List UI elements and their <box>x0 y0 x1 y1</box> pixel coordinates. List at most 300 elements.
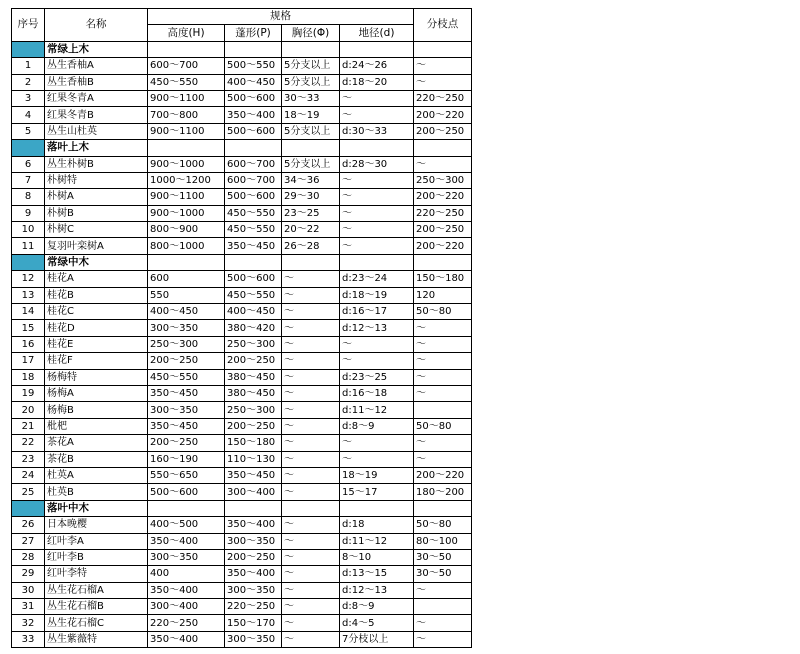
table-row <box>12 631 472 647</box>
section-empty-cell <box>148 140 225 156</box>
name-cell: 枇杷 <box>45 418 148 434</box>
table-row <box>12 320 472 336</box>
height-cell: 550 <box>148 287 225 303</box>
name-cell: 桂花B <box>45 287 148 303</box>
dbh-cell: ～ <box>282 353 340 369</box>
header-crown: 蓬形(P) <box>225 25 282 41</box>
index-cell: 14 <box>12 304 45 320</box>
header-ground-diameter: 地径(d) <box>340 25 414 41</box>
height-cell: 350～400 <box>148 582 225 598</box>
height-cell: 700～800 <box>148 107 225 123</box>
dbh-cell: ～ <box>282 631 340 647</box>
index-cell: 11 <box>12 238 45 254</box>
crown-cell: 350～400 <box>225 566 282 582</box>
dbh-cell: ～ <box>282 533 340 549</box>
height-cell: 400 <box>148 566 225 582</box>
index-cell: 6 <box>12 156 45 172</box>
dbh-cell: ～ <box>282 287 340 303</box>
section-empty-cell <box>340 254 414 270</box>
index-cell: 24 <box>12 467 45 483</box>
ground-diameter-cell: ～ <box>340 336 414 352</box>
name-cell: 茶花A <box>45 435 148 451</box>
name-cell: 红叶李特 <box>45 566 148 582</box>
branch-point-cell: 180～200 <box>414 484 472 500</box>
height-cell: 300～350 <box>148 320 225 336</box>
dbh-cell: ～ <box>282 615 340 631</box>
branch-point-cell: ～ <box>414 631 472 647</box>
section-empty-cell <box>340 41 414 57</box>
height-cell: 900～1100 <box>148 90 225 106</box>
table-row <box>12 353 472 369</box>
crown-cell: 250～300 <box>225 336 282 352</box>
index-cell: 13 <box>12 287 45 303</box>
branch-point-cell: 200～220 <box>414 467 472 483</box>
branch-point-cell: 220～250 <box>414 90 472 106</box>
ground-diameter-cell: d:16～17 <box>340 304 414 320</box>
section-empty-cell <box>340 140 414 156</box>
header-index: 序号 <box>12 9 45 42</box>
table-row <box>12 484 472 500</box>
table-row <box>12 304 472 320</box>
section-empty-cell <box>148 41 225 57</box>
crown-cell: 500～600 <box>225 90 282 106</box>
dbh-cell: ～ <box>282 599 340 615</box>
dbh-cell: ～ <box>282 402 340 418</box>
branch-point-cell: 200～220 <box>414 238 472 254</box>
branch-point-cell: ～ <box>414 435 472 451</box>
crown-cell: 350～400 <box>225 517 282 533</box>
branch-point-cell: 150～180 <box>414 271 472 287</box>
ground-diameter-cell: 15～17 <box>340 484 414 500</box>
dbh-cell: ～ <box>282 467 340 483</box>
crown-cell: 350～400 <box>225 107 282 123</box>
ground-diameter-cell: d:13～15 <box>340 566 414 582</box>
name-cell: 杨梅A <box>45 385 148 401</box>
section-empty-cell <box>414 41 472 57</box>
name-cell: 朴树C <box>45 222 148 238</box>
ground-diameter-cell: d:12～13 <box>340 320 414 336</box>
dbh-cell: 29～30 <box>282 189 340 205</box>
index-cell: 5 <box>12 123 45 139</box>
plant-spec-table <box>11 8 472 648</box>
table-row <box>12 369 472 385</box>
name-cell: 茶花B <box>45 451 148 467</box>
height-cell: 600 <box>148 271 225 287</box>
height-cell: 300～350 <box>148 402 225 418</box>
table-row <box>12 533 472 549</box>
branch-point-cell: 50～80 <box>414 517 472 533</box>
dbh-cell: 20～22 <box>282 222 340 238</box>
header-branch-point: 分枝点 <box>414 9 472 42</box>
crown-cell: 380～450 <box>225 369 282 385</box>
crown-cell: 200～250 <box>225 549 282 565</box>
branch-point-cell: ～ <box>414 156 472 172</box>
section-empty-cell <box>225 41 282 57</box>
ground-diameter-cell: ～ <box>340 451 414 467</box>
section-title: 常绿中木 <box>45 254 148 270</box>
ground-diameter-cell: d:18～19 <box>340 287 414 303</box>
ground-diameter-cell: d:30～33 <box>340 123 414 139</box>
table-row <box>12 172 472 188</box>
section-title: 常绿上木 <box>45 41 148 57</box>
section-title: 落叶上木 <box>45 140 148 156</box>
section-empty-cell <box>148 500 225 516</box>
dbh-cell: ～ <box>282 320 340 336</box>
index-cell: 23 <box>12 451 45 467</box>
dbh-cell: 18～19 <box>282 107 340 123</box>
crown-cell: 600～700 <box>225 156 282 172</box>
name-cell: 丛生紫薇特 <box>45 631 148 647</box>
crown-cell: 250～300 <box>225 402 282 418</box>
height-cell: 450～550 <box>148 369 225 385</box>
crown-cell: 300～350 <box>225 533 282 549</box>
ground-diameter-cell: d:11～12 <box>340 402 414 418</box>
crown-cell: 300～350 <box>225 582 282 598</box>
table-body <box>12 41 472 647</box>
table-row <box>12 336 472 352</box>
section-row <box>12 254 472 270</box>
crown-cell: 400～450 <box>225 304 282 320</box>
name-cell: 杨梅B <box>45 402 148 418</box>
dbh-cell: ～ <box>282 435 340 451</box>
ground-diameter-cell: ～ <box>340 205 414 221</box>
section-empty-cell <box>414 500 472 516</box>
branch-point-cell: 220～250 <box>414 205 472 221</box>
crown-cell: 450～550 <box>225 222 282 238</box>
index-cell: 29 <box>12 566 45 582</box>
branch-point-cell: ～ <box>414 74 472 90</box>
branch-point-cell: 30～50 <box>414 549 472 565</box>
branch-point-cell: 30～50 <box>414 566 472 582</box>
crown-cell: 380～450 <box>225 385 282 401</box>
index-cell: 2 <box>12 74 45 90</box>
index-cell: 9 <box>12 205 45 221</box>
section-empty-cell <box>340 500 414 516</box>
name-cell: 朴树特 <box>45 172 148 188</box>
branch-point-cell: 200～220 <box>414 107 472 123</box>
branch-point-cell: ～ <box>414 385 472 401</box>
ground-diameter-cell: d:12～13 <box>340 582 414 598</box>
index-cell: 25 <box>12 484 45 500</box>
ground-diameter-cell: d:8～9 <box>340 599 414 615</box>
section-empty-cell <box>282 500 340 516</box>
index-cell: 3 <box>12 90 45 106</box>
height-cell: 200～250 <box>148 353 225 369</box>
ground-diameter-cell: d:16～18 <box>340 385 414 401</box>
section-marker <box>12 254 45 270</box>
table-row <box>12 615 472 631</box>
height-cell: 900～1000 <box>148 156 225 172</box>
height-cell: 900～1100 <box>148 189 225 205</box>
section-empty-cell <box>148 254 225 270</box>
ground-diameter-cell: d:8～9 <box>340 418 414 434</box>
crown-cell: 220～250 <box>225 599 282 615</box>
height-cell: 400～450 <box>148 304 225 320</box>
table-row <box>12 467 472 483</box>
name-cell: 杜英B <box>45 484 148 500</box>
name-cell: 桂花D <box>45 320 148 336</box>
name-cell: 红叶李B <box>45 549 148 565</box>
ground-diameter-cell: ～ <box>340 189 414 205</box>
ground-diameter-cell: d:23～24 <box>340 271 414 287</box>
section-empty-cell <box>225 500 282 516</box>
section-empty-cell <box>225 140 282 156</box>
ground-diameter-cell: ～ <box>340 222 414 238</box>
table-row <box>12 123 472 139</box>
height-cell: 800～900 <box>148 222 225 238</box>
height-cell: 350～450 <box>148 385 225 401</box>
crown-cell: 300～400 <box>225 484 282 500</box>
ground-diameter-cell: 18～19 <box>340 467 414 483</box>
height-cell: 450～550 <box>148 74 225 90</box>
dbh-cell: ～ <box>282 566 340 582</box>
dbh-cell: 5分支以上 <box>282 58 340 74</box>
height-cell: 160～190 <box>148 451 225 467</box>
table-row <box>12 517 472 533</box>
name-cell: 红果冬青A <box>45 90 148 106</box>
crown-cell: 450～550 <box>225 287 282 303</box>
name-cell: 丛生香柚A <box>45 58 148 74</box>
index-cell: 4 <box>12 107 45 123</box>
crown-cell: 500～600 <box>225 271 282 287</box>
index-cell: 19 <box>12 385 45 401</box>
dbh-cell: 5分支以上 <box>282 123 340 139</box>
section-empty-cell <box>282 140 340 156</box>
crown-cell: 200～250 <box>225 418 282 434</box>
crown-cell: 150～170 <box>225 615 282 631</box>
section-empty-cell <box>225 254 282 270</box>
ground-diameter-cell: ～ <box>340 238 414 254</box>
height-cell: 900～1000 <box>148 205 225 221</box>
height-cell: 400～500 <box>148 517 225 533</box>
height-cell: 900～1100 <box>148 123 225 139</box>
table-row <box>12 107 472 123</box>
section-title: 落叶中木 <box>45 500 148 516</box>
table-row <box>12 402 472 418</box>
index-cell: 12 <box>12 271 45 287</box>
height-cell: 800～1000 <box>148 238 225 254</box>
branch-point-cell: ～ <box>414 353 472 369</box>
table-row <box>12 287 472 303</box>
branch-point-cell: ～ <box>414 320 472 336</box>
dbh-cell: ～ <box>282 451 340 467</box>
crown-cell: 450～550 <box>225 205 282 221</box>
ground-diameter-cell: d:28～30 <box>340 156 414 172</box>
height-cell: 350～400 <box>148 533 225 549</box>
branch-point-cell: ～ <box>414 58 472 74</box>
dbh-cell: ～ <box>282 484 340 500</box>
name-cell: 杜英A <box>45 467 148 483</box>
table-row <box>12 58 472 74</box>
branch-point-cell: 200～250 <box>414 222 472 238</box>
index-cell: 32 <box>12 615 45 631</box>
branch-point-cell: ～ <box>414 336 472 352</box>
dbh-cell: 23～25 <box>282 205 340 221</box>
dbh-cell: 5分支以上 <box>282 156 340 172</box>
ground-diameter-cell: d:4～5 <box>340 615 414 631</box>
height-cell: 300～400 <box>148 599 225 615</box>
name-cell: 朴树A <box>45 189 148 205</box>
dbh-cell: ～ <box>282 385 340 401</box>
index-cell: 16 <box>12 336 45 352</box>
branch-point-cell: 50～80 <box>414 304 472 320</box>
ground-diameter-cell: ～ <box>340 172 414 188</box>
index-cell: 8 <box>12 189 45 205</box>
dbh-cell: ～ <box>282 582 340 598</box>
name-cell: 桂花F <box>45 353 148 369</box>
name-cell: 丛生花石榴A <box>45 582 148 598</box>
ground-diameter-cell: ～ <box>340 435 414 451</box>
section-empty-cell <box>282 254 340 270</box>
section-row <box>12 500 472 516</box>
branch-point-cell <box>414 402 472 418</box>
height-cell: 600～700 <box>148 58 225 74</box>
table-row <box>12 599 472 615</box>
branch-point-cell: ～ <box>414 451 472 467</box>
table-row <box>12 156 472 172</box>
header-height: 高度(H) <box>148 25 225 41</box>
branch-point-cell: ～ <box>414 582 472 598</box>
name-cell: 丛生花石榴B <box>45 599 148 615</box>
index-cell: 7 <box>12 172 45 188</box>
branch-point-cell: 250～300 <box>414 172 472 188</box>
index-cell: 30 <box>12 582 45 598</box>
table-row <box>12 238 472 254</box>
table-row <box>12 582 472 598</box>
crown-cell: 350～450 <box>225 238 282 254</box>
table-row <box>12 189 472 205</box>
name-cell: 丛生花石榴C <box>45 615 148 631</box>
name-cell: 红叶李A <box>45 533 148 549</box>
section-row <box>12 140 472 156</box>
name-cell: 丛生香柚B <box>45 74 148 90</box>
branch-point-cell: ～ <box>414 369 472 385</box>
height-cell: 250～300 <box>148 336 225 352</box>
section-empty-cell <box>414 140 472 156</box>
ground-diameter-cell: d:11～12 <box>340 533 414 549</box>
index-cell: 15 <box>12 320 45 336</box>
height-cell: 350～400 <box>148 631 225 647</box>
height-cell: 500～600 <box>148 484 225 500</box>
index-cell: 18 <box>12 369 45 385</box>
section-empty-cell <box>414 254 472 270</box>
branch-point-cell: 200～250 <box>414 123 472 139</box>
name-cell: 红果冬青B <box>45 107 148 123</box>
index-cell: 27 <box>12 533 45 549</box>
crown-cell: 500～550 <box>225 58 282 74</box>
dbh-cell: 30～33 <box>282 90 340 106</box>
dbh-cell: ～ <box>282 336 340 352</box>
index-cell: 20 <box>12 402 45 418</box>
section-row <box>12 41 472 57</box>
header-spec: 规格 <box>148 9 414 25</box>
index-cell: 26 <box>12 517 45 533</box>
branch-point-cell: 200～220 <box>414 189 472 205</box>
name-cell: 桂花A <box>45 271 148 287</box>
crown-cell: 500～600 <box>225 189 282 205</box>
branch-point-cell <box>414 599 472 615</box>
index-cell: 33 <box>12 631 45 647</box>
name-cell: 复羽叶栾树A <box>45 238 148 254</box>
index-cell: 22 <box>12 435 45 451</box>
table-row <box>12 90 472 106</box>
table-row <box>12 566 472 582</box>
ground-diameter-cell: d:24～26 <box>340 58 414 74</box>
ground-diameter-cell: ～ <box>340 353 414 369</box>
height-cell: 550～650 <box>148 467 225 483</box>
section-marker <box>12 140 45 156</box>
branch-point-cell: 50～80 <box>414 418 472 434</box>
height-cell: 350～450 <box>148 418 225 434</box>
header-name: 名称 <box>45 9 148 42</box>
header-dbh: 胸径(Φ) <box>282 25 340 41</box>
ground-diameter-cell: ～ <box>340 107 414 123</box>
name-cell: 朴树B <box>45 205 148 221</box>
dbh-cell: 26～28 <box>282 238 340 254</box>
dbh-cell: 5分支以上 <box>282 74 340 90</box>
ground-diameter-cell: d:18～20 <box>340 74 414 90</box>
index-cell: 17 <box>12 353 45 369</box>
ground-diameter-cell: 8～10 <box>340 549 414 565</box>
table-row <box>12 418 472 434</box>
branch-point-cell: ～ <box>414 615 472 631</box>
crown-cell: 600～700 <box>225 172 282 188</box>
name-cell: 杨梅特 <box>45 369 148 385</box>
name-cell: 丛生朴树B <box>45 156 148 172</box>
crown-cell: 110～130 <box>225 451 282 467</box>
crown-cell: 150～180 <box>225 435 282 451</box>
dbh-cell: ～ <box>282 517 340 533</box>
crown-cell: 300～350 <box>225 631 282 647</box>
dbh-cell: ～ <box>282 271 340 287</box>
dbh-cell: 34～36 <box>282 172 340 188</box>
section-marker <box>12 41 45 57</box>
table-row <box>12 451 472 467</box>
branch-point-cell: 120 <box>414 287 472 303</box>
name-cell: 桂花C <box>45 304 148 320</box>
dbh-cell: ～ <box>282 549 340 565</box>
height-cell: 220～250 <box>148 615 225 631</box>
height-cell: 1000～1200 <box>148 172 225 188</box>
table-row <box>12 271 472 287</box>
table-row <box>12 385 472 401</box>
name-cell: 日本晚樱 <box>45 517 148 533</box>
crown-cell: 200～250 <box>225 353 282 369</box>
section-marker <box>12 500 45 516</box>
ground-diameter-cell: 7分枝以上 <box>340 631 414 647</box>
ground-diameter-cell: ～ <box>340 90 414 106</box>
index-cell: 31 <box>12 599 45 615</box>
dbh-cell: ～ <box>282 369 340 385</box>
table-row <box>12 222 472 238</box>
crown-cell: 350～450 <box>225 467 282 483</box>
crown-cell: 400～450 <box>225 74 282 90</box>
height-cell: 300～350 <box>148 549 225 565</box>
ground-diameter-cell: d:23～25 <box>340 369 414 385</box>
index-cell: 21 <box>12 418 45 434</box>
name-cell: 桂花E <box>45 336 148 352</box>
dbh-cell: ～ <box>282 418 340 434</box>
table-row <box>12 205 472 221</box>
index-cell: 1 <box>12 58 45 74</box>
branch-point-cell: 80～100 <box>414 533 472 549</box>
height-cell: 200～250 <box>148 435 225 451</box>
table-row <box>12 74 472 90</box>
name-cell: 丛生山杜英 <box>45 123 148 139</box>
section-empty-cell <box>282 41 340 57</box>
crown-cell: 380～420 <box>225 320 282 336</box>
index-cell: 10 <box>12 222 45 238</box>
